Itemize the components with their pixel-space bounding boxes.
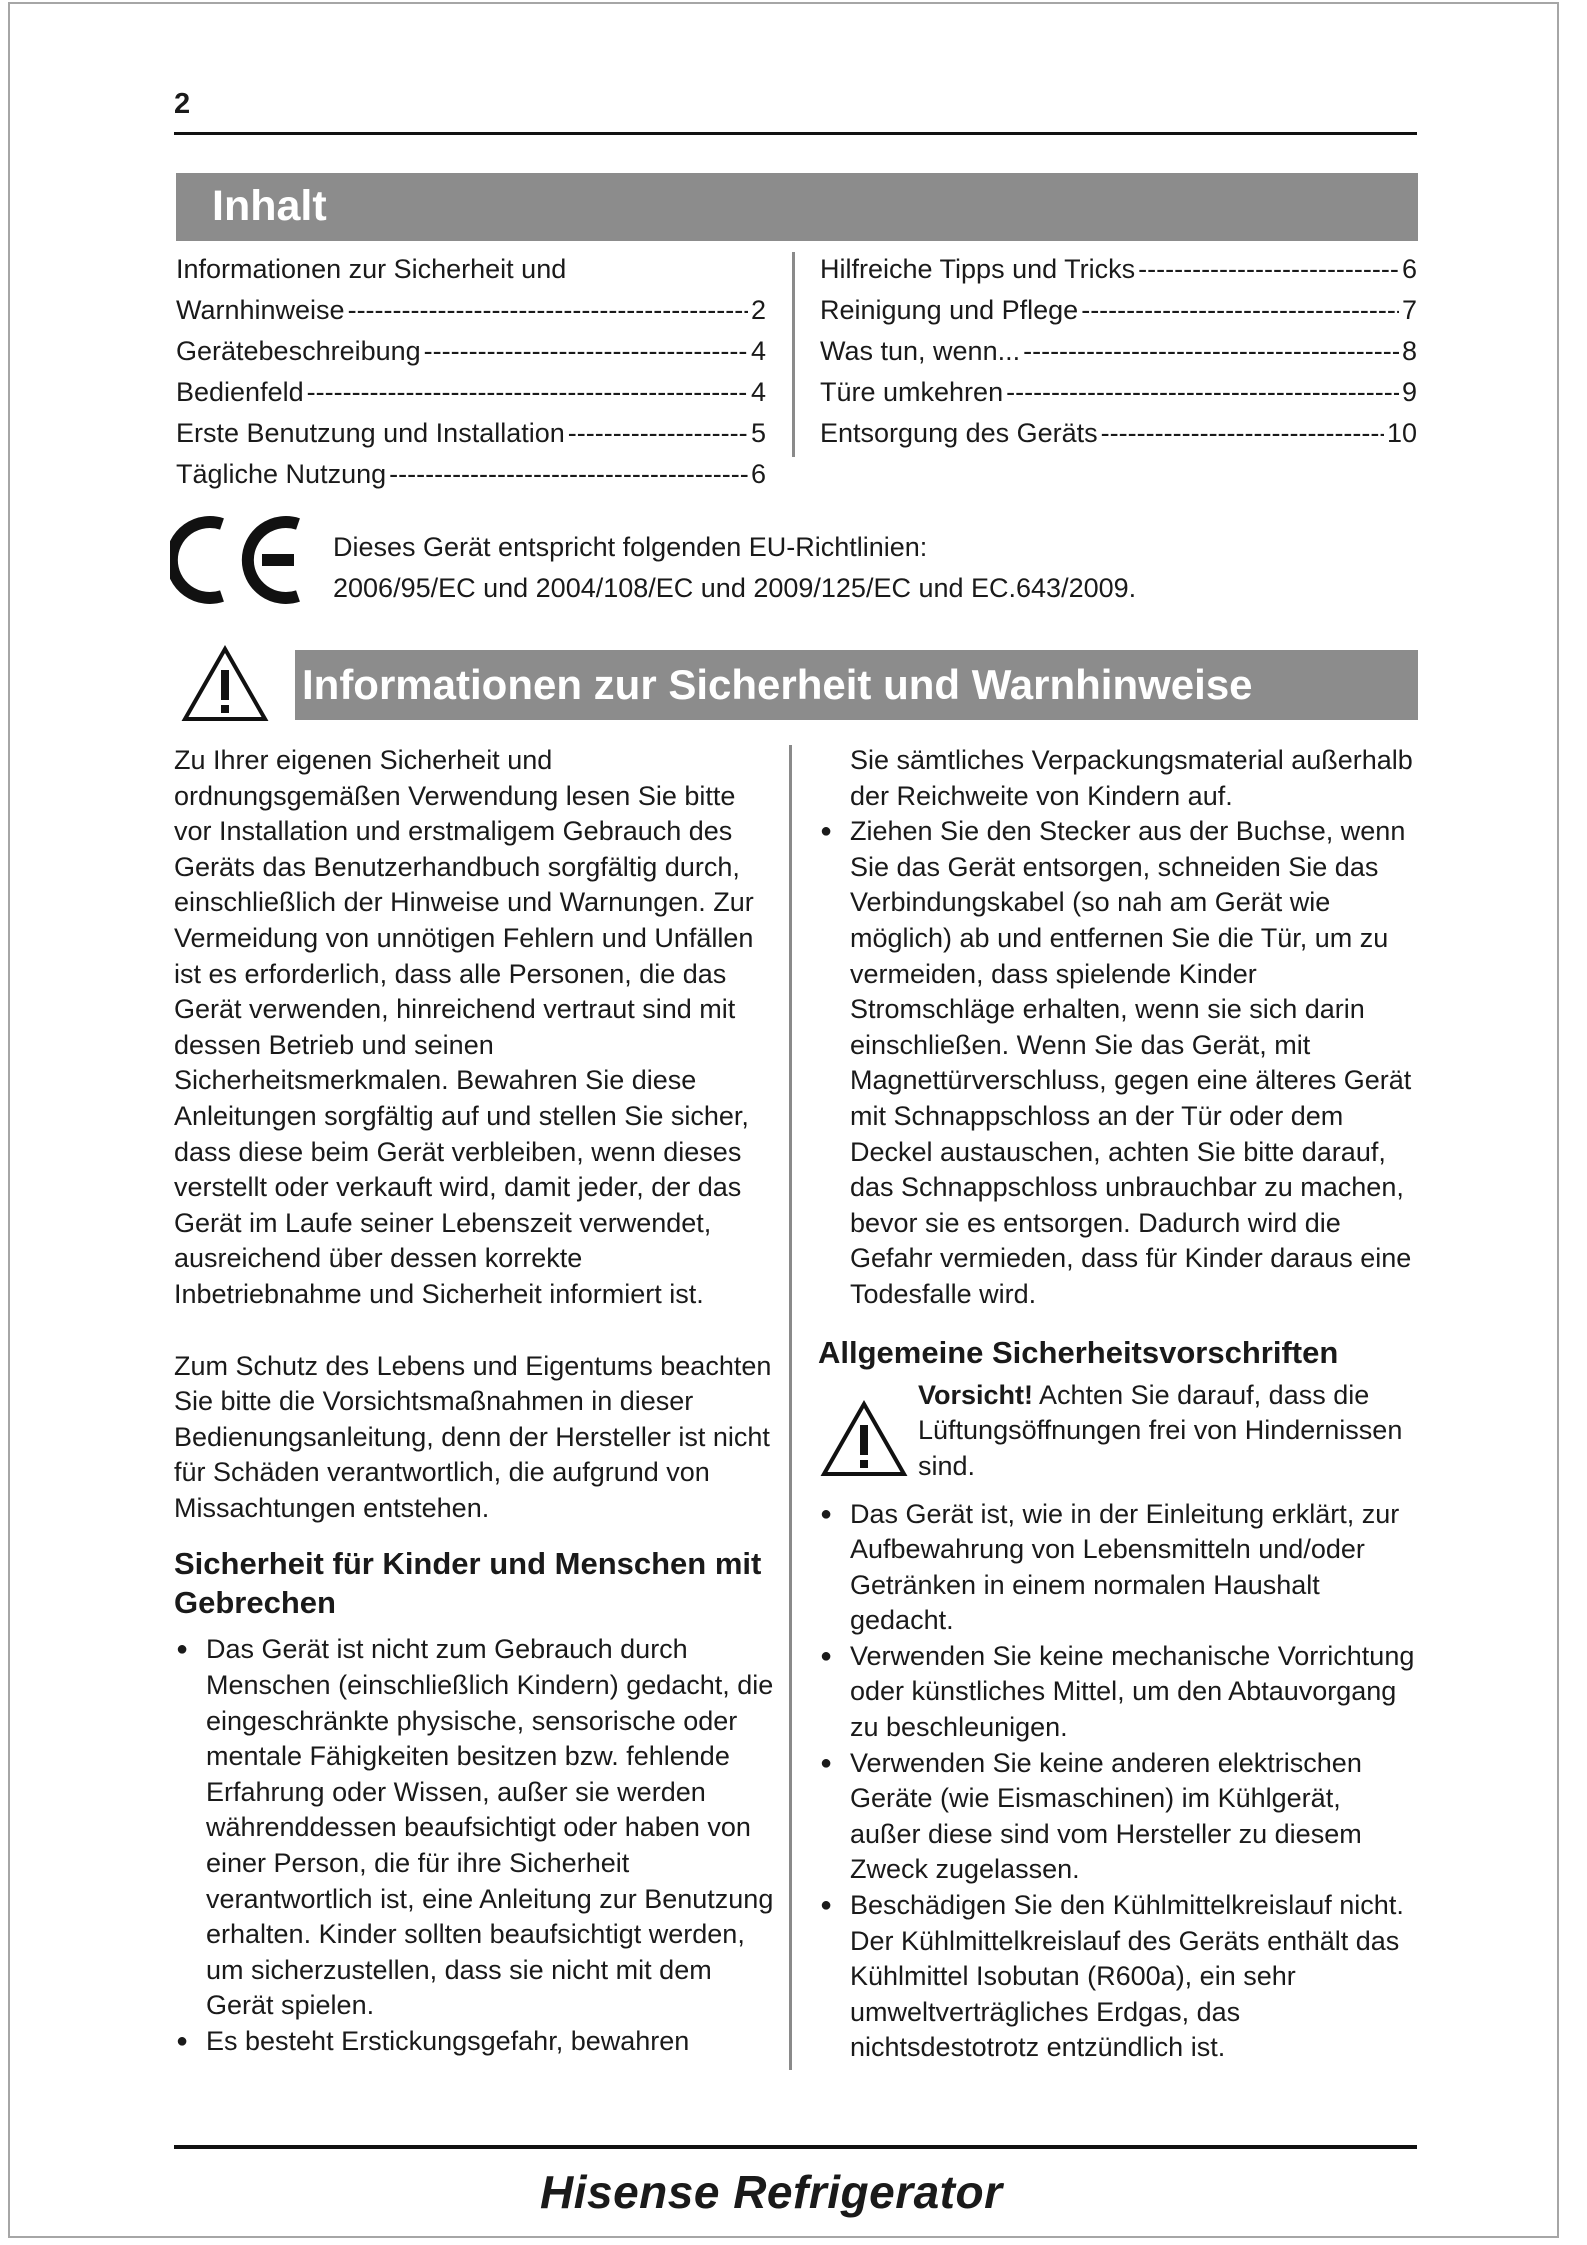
toc-left-column — [176, 249, 766, 495]
toc-entry[interactable] — [820, 372, 1417, 413]
toc-leader — [307, 372, 748, 413]
caution-note — [818, 1378, 1418, 1483]
toc-entry-page: 2 — [750, 295, 766, 325]
toc-leader — [1006, 372, 1399, 413]
toc-leader — [1081, 290, 1399, 331]
toc-entry-title: Entsorgung des Geräts — [820, 418, 1098, 448]
column-divider — [789, 745, 792, 2070]
toc-entry[interactable] — [176, 290, 766, 331]
toc-divider — [792, 252, 795, 457]
toc-entry-title: Tägliche Nutzung — [176, 459, 387, 489]
ce-declaration — [333, 527, 1136, 609]
disposal-bullets — [818, 814, 1418, 1312]
list-item: ● Ziehen Sie den Stecker aus der Buchse, wenn Sie das Gerät entsorgen, schneiden Sie das Verbindungskabel (so nah am Gerät wie möglich) ab und entfernen Sie die Tür, um zu vermeiden, dass spielende Kinder Stromschläge erhalten, wenn sie sich darin einschließen. Wenn Sie das Gerät, mit Magnettürverschluss, gegen eine älteres Gerät mit Schnappschloss an der Tür oder dem Deckel austauschen, achten Sie bitte darauf, das Schnappschloss unbrauchbar zu machen, bevor sie es entsorgen. Dadurch wird die Gefahr vermieden, dass für Kinder daraus eine Todesfalle wird. — [818, 814, 1418, 1312]
toc-entry-title: Reinigung und Pflege — [820, 295, 1079, 325]
toc-entry-title: Was tun, wenn... — [820, 336, 1021, 366]
ce-line-2: 2006/95/EC und 2004/108/EC und 2009/125/EC und EC.643/2009. — [333, 573, 1137, 603]
toc-entry-page: 6 — [1401, 254, 1417, 284]
list-item: ● Verwenden Sie keine anderen elektrischen Geräte (wie Eismaschinen) im Kühlgerät, außer diese sind vom Hersteller zu diesem Zweck zugelassen. — [818, 1746, 1418, 1888]
caution-text: Achten Sie darauf, dass die Lüftungsöffnungen frei von Hindernissen sind. — [918, 1379, 1403, 1481]
toc-entry[interactable] — [820, 290, 1417, 331]
toc-leader — [424, 331, 748, 372]
page-number: 2 — [174, 88, 191, 120]
toc-entry-title: Hilfreiche Tipps und Tricks — [820, 254, 1136, 284]
toc-entry-page: 4 — [750, 377, 766, 407]
toc-leader — [348, 290, 748, 331]
toc-entry[interactable] — [820, 249, 1417, 290]
top-rule — [174, 132, 1417, 135]
caution-label: Vorsicht! — [918, 1379, 1034, 1410]
toc-entry-page: 10 — [1386, 418, 1417, 448]
toc-leader — [1023, 331, 1399, 372]
general-bullets — [818, 1497, 1418, 2067]
toc-entry[interactable] — [176, 413, 766, 454]
warning-triangle-icon — [181, 644, 269, 724]
toc-entry-title: Bedienfeld — [176, 377, 304, 407]
ce-line-1: Dieses Gerät entspricht folgenden EU-Richtlinien: — [333, 532, 928, 562]
toc-entry-page: 8 — [1401, 336, 1417, 366]
safety-protection: Zum Schutz des Lebens und Eigentums beachten Sie bitte die Vorsichtsmaßnahmen in dieser Bedienungsanleitung, denn der Hersteller ist nicht für Schäden verantwortlich, die aufgrund von Missachtungen entstehen. — [174, 1350, 772, 1523]
toc-leader — [389, 454, 748, 495]
warning-triangle-icon — [820, 1399, 908, 1479]
toc-right-column — [820, 249, 1417, 454]
children-bullets — [174, 1632, 774, 2059]
safety-intro: Zu Ihrer eigenen Sicherheit und ordnungsgemäßen Verwendung lesen Sie bitte vor Installation und erstmaligem Gebrauch des Geräts das Benutzerhandbuch sorgfältig durch, einschließlich der Hinweise und Warnungen. Zur Vermeidung von unnötigen Fehlern und Unfällen ist es erforderlich, dass alle Personen, die das Gerät verwenden, hinreichend vertraut sind mit dessen Betrieb und seinen Sicherheitsmerkmalen. Bewahren Sie diese Anleitungen sorgfältig auf und stellen Sie sicher, dass diese beim Gerät verbleiben, wenn dieses verstellt oder verkauft wird, damit jeder, der das Gerät im Laufe seiner Lebenszeit verwendet, ausreichend über dessen korrekte Inbetriebnahme und Sicherheit informiert ist. — [174, 745, 754, 1309]
children-section-heading: Sicherheit für Kinder und Menschen mit Gebrechen — [174, 1546, 762, 1621]
toc-entry-page: 7 — [1401, 295, 1417, 325]
list-item: ● Das Gerät ist, wie in der Einleitung erklärt, zur Aufbewahrung von Lebensmitteln und/oder Getränken in einem normalen Haushalt gedacht. — [818, 1497, 1418, 1639]
toc-entry-page: 9 — [1401, 377, 1417, 407]
toc-entry-title: Informationen zur Sicherheit und — [176, 254, 567, 284]
toc-leader — [1138, 249, 1399, 290]
toc-entry-page: 6 — [750, 459, 766, 489]
toc-entry-title: Erste Benutzung und Installation — [176, 418, 565, 448]
toc-entry-page: 4 — [750, 336, 766, 366]
toc-entry-title: Gerätebeschreibung — [176, 336, 421, 366]
list-item: ● Beschädigen Sie den Kühlmittelkreislauf nicht. Der Kühlmittelkreislauf des Geräts enthält das Kühlmittel Isobutan (R600a), ein sehr umweltverträgliches Erdgas, das nichtsdestotrotz entzündlich ist. — [818, 1888, 1418, 2066]
ce-mark-icon — [170, 510, 310, 610]
toc-entry-title: Türe umkehren — [820, 377, 1004, 407]
toc-entry[interactable] — [820, 413, 1417, 454]
list-item: ● Das Gerät ist nicht zum Gebrauch durch Menschen (einschließlich Kindern) gedacht, die eingeschränkte physische, sensorische oder mentale Fähigkeiten besitzen bzw. fehlende Erfahrung oder Wissen, außer sie werden währenddessen beaufsichtigt oder haben von einer Person, die für ihre Sicherheit verantwortlich ist, eine Anleitung zur Benutzung erhalten. Kinder sollten beaufsichtigt werden, um sicherzustellen, dass sie nicht mit dem Gerät spielen. — [174, 1632, 774, 2024]
left-column — [174, 743, 774, 2060]
continued-text: Sie sämtliches Verpackungsmaterial außerhalb der Reichweite von Kindern auf. — [850, 745, 1413, 811]
safety-heading: Informationen zur Sicherheit und Warnhinweise — [295, 650, 1418, 720]
toc-heading: Inhalt — [176, 173, 1418, 241]
toc-leader — [568, 413, 748, 454]
right-column — [818, 743, 1418, 2066]
toc-entry-page: 5 — [750, 418, 766, 448]
list-item: ● Verwenden Sie keine mechanische Vorrichtung oder künstliches Mittel, um den Abtauvorgang zu beschleunigen. — [818, 1639, 1418, 1746]
toc-entry-title: Warnhinweise — [176, 295, 345, 325]
general-section-heading: Allgemeine Sicherheitsvorschriften — [818, 1334, 1339, 1370]
toc-entry[interactable] — [176, 454, 766, 495]
toc-entry[interactable] — [176, 372, 766, 413]
bottom-rule — [174, 2145, 1417, 2149]
toc-entry[interactable] — [176, 249, 766, 290]
toc-entry[interactable] — [820, 331, 1417, 372]
footer-brand: Hisense Refrigerator — [540, 2166, 1003, 2218]
list-item: ● Es besteht Erstickungsgefahr, bewahren — [174, 2024, 774, 2060]
toc-entry[interactable] — [176, 331, 766, 372]
toc-leader — [1101, 413, 1384, 454]
